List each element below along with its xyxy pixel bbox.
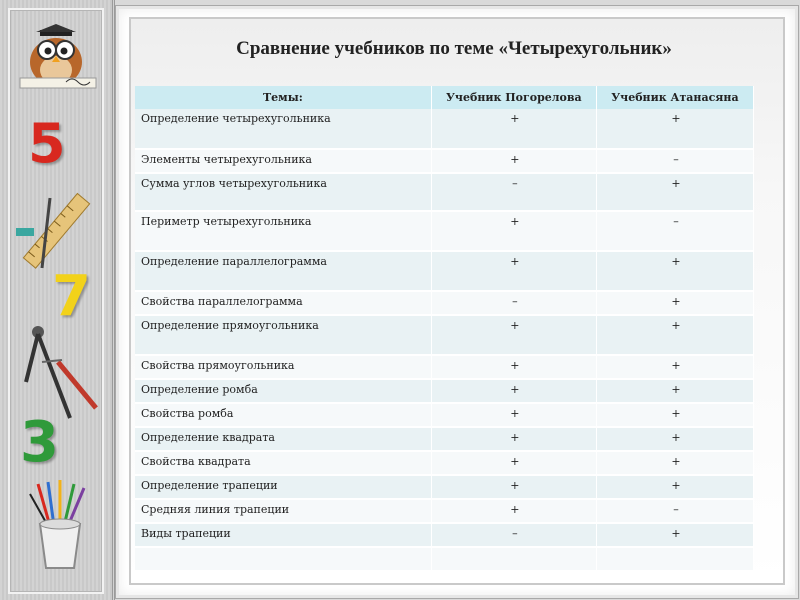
page-title: Сравнение учебников по теме «Четырехугольник» [236, 38, 672, 59]
pogorelov-cell: + [431, 451, 596, 475]
header-topics: Темы: [135, 86, 431, 109]
table-row [135, 355, 754, 379]
comparison-table [135, 86, 754, 572]
atanasyan-cell: + [596, 475, 753, 499]
table-row [135, 291, 754, 315]
table-row [135, 427, 754, 451]
topic-cell: Определение прямоугольника [135, 315, 431, 355]
pogorelov-cell: + [431, 315, 596, 355]
table-row [135, 149, 754, 173]
atanasyan-cell: + [596, 379, 753, 403]
pogorelov-cell: + [431, 427, 596, 451]
topic-cell: Определение квадрата [135, 427, 431, 451]
number-five-icon: 5 [28, 112, 66, 175]
pogorelov-cell: – [431, 523, 596, 547]
atanasyan-cell: + [596, 315, 753, 355]
pogorelov-cell: + [431, 475, 596, 499]
pogorelov-cell: + [431, 379, 596, 403]
atanasyan-cell: – [596, 211, 753, 251]
number-seven-icon: 7 [52, 264, 91, 329]
table-body [135, 109, 754, 571]
table-row [135, 523, 754, 547]
pogorelov-cell: + [431, 149, 596, 173]
pogorelov-cell: + [431, 109, 596, 149]
table-row [135, 109, 754, 149]
atanasyan-cell: + [596, 173, 753, 211]
topic-cell: Свойства ромба [135, 403, 431, 427]
table-row [135, 379, 754, 403]
header-pogorelov: Учебник Погорелова [431, 86, 596, 109]
topic-cell: Свойства прямоугольника [135, 355, 431, 379]
header-atanasyan: Учебник Атанасяна [596, 86, 753, 109]
topic-cell: Определение параллелограмма [135, 251, 431, 291]
atanasyan-cell: + [596, 427, 753, 451]
pogorelov-cell [431, 547, 596, 571]
table-row [135, 547, 754, 571]
table-row [135, 451, 754, 475]
number-three-icon: 3 [20, 410, 59, 475]
topic-cell: Средняя линия трапеции [135, 499, 431, 523]
atanasyan-cell [596, 547, 753, 571]
pogorelov-cell: + [431, 499, 596, 523]
topic-cell: Определение ромба [135, 379, 431, 403]
pogorelov-cell: + [431, 355, 596, 379]
left-decor-strip [0, 0, 115, 600]
topic-cell: Свойства квадрата [135, 451, 431, 475]
pogorelov-cell: – [431, 173, 596, 211]
table-row [135, 315, 754, 355]
pencil-cup-icon [18, 480, 102, 572]
topic-cell: Определение четырехугольника [135, 109, 431, 149]
topic-cell: Периметр четырехугольника [135, 211, 431, 251]
atanasyan-cell: – [596, 499, 753, 523]
table-row [135, 403, 754, 427]
topic-cell: Определение трапеции [135, 475, 431, 499]
pogorelov-cell: – [431, 291, 596, 315]
atanasyan-cell: – [596, 149, 753, 173]
atanasyan-cell: + [596, 523, 753, 547]
atanasyan-cell: + [596, 291, 753, 315]
topic-cell [135, 547, 431, 571]
atanasyan-cell: + [596, 355, 753, 379]
topic-cell: Сумма углов четырехугольника [135, 173, 431, 211]
atanasyan-cell: + [596, 451, 753, 475]
atanasyan-cell: + [596, 251, 753, 291]
atanasyan-cell: + [596, 403, 753, 427]
table-row [135, 499, 754, 523]
pogorelov-cell: + [431, 211, 596, 251]
compass-icon [18, 322, 104, 422]
table-row [135, 211, 754, 251]
table-row [135, 251, 754, 291]
pogorelov-cell: + [431, 403, 596, 427]
topic-cell: Виды трапеции [135, 523, 431, 547]
topic-cell: Свойства параллелограмма [135, 291, 431, 315]
owl-icon [14, 22, 106, 92]
table-header-row [135, 86, 754, 109]
table-row [135, 475, 754, 499]
pogorelov-cell: + [431, 251, 596, 291]
topic-cell: Элементы четырехугольника [135, 149, 431, 173]
atanasyan-cell: + [596, 109, 753, 149]
table-row [135, 173, 754, 211]
